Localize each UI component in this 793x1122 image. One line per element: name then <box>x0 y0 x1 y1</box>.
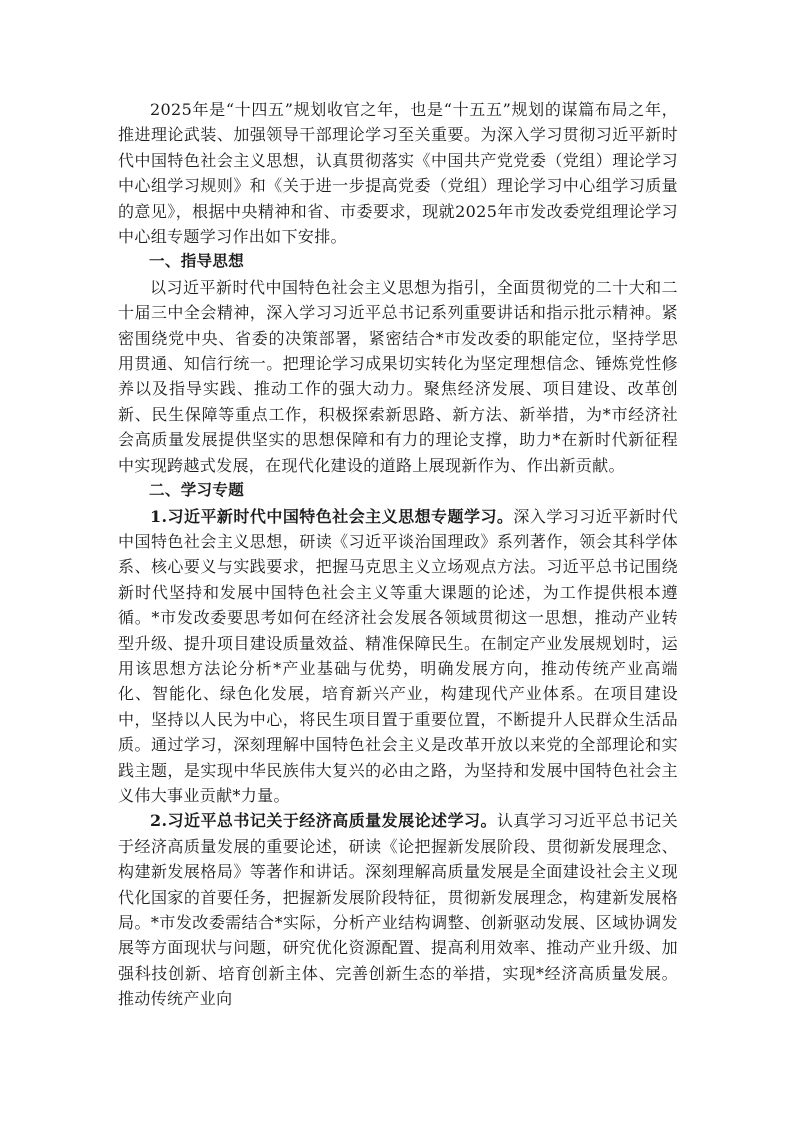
study-topic-1-body: 深入学习习近平新时代中国特色社会主义思想，研读《习近平谈治国理政》系列著作，领会其科学体系、核心要义与实践要求，把握马克思主义立场观点方法。习近平总书记围绕新时代坚持和发展中国特色社会主义等重大课题的论述，为工作提供根本遵循。*市发改委要思考如何在经济社会发展各领域贯彻这一思想，推动产业转型升级、提升项目建设质量效益、精准保障民生。在制定产业发展规划时，运用该思想方法论分析*产业基础与优势，明确发展方向，推动传统产业高端化、智能化、绿色化发展，培育新兴产业，构建现代产业体系。在项目建设中，坚持以人民为中心，将民生项目置于重要位置，不断提升人民群众生活品质。通过学习，深刻理解中国特色社会主义是改革开放以来党的全部理论和实践主题，是实现中华民族伟大复兴的必由之路，为坚持和发展中国特色社会主义伟大事业贡献*力量。 <box>118 506 678 805</box>
study-topic-2-paragraph <box>118 808 678 1011</box>
intro-paragraph: 2025年是“十四五”规划收官之年，也是“十五五”规划的谋篇布局之年，推进理论武装、加强领导干部理论学习至关重要。为深入学习贯彻习近平新时代中国特色社会主义思想，认真贯彻落实《中国共产党党委（党组）理论学习中心组学习规则》和《关于进一步提高党委（党组）理论学习中心组学习质量的意见》，根据中央精神和省、市委要求，现就2025年市发改委党组理论学习中心组专题学习作出如下安排。 <box>118 100 678 247</box>
study-topic-1-title: 1.习近平新时代中国特色社会主义思想专题学习。 <box>150 506 514 526</box>
guiding-ideology-paragraph: 以习近平新时代中国特色社会主义思想为指引，全面贯彻党的二十大和二十届三中全会精神，深入学习习近平总书记系列重要讲话和指示批示精神。紧密围绕党中央、省委的决策部署，紧密结合*市发改委的职能定位，坚持学思用贯通、知信行统一。把理论学习成果切实转化为坚定理想信念、锤炼党性修养以及指导实践、推动工作的强大动力。聚焦经济发展、项目建设、改革创新、民生保障等重点工作，积极探索新思路、新方法、新举措，为*市经济社会高质量发展提供坚实的思想保障和有力的理论支撑，助力*在新时代新征程中实现跨越式发展，在现代化建设的道路上展现新作为、作出新贡献。 <box>118 277 678 475</box>
study-topic-2-title: 2.习近平总书记关于经济高质量发展论述学习。 <box>150 811 497 831</box>
section-heading-guiding-ideology: 一、指导思想 <box>149 252 245 271</box>
study-topic-1-paragraph <box>118 504 678 809</box>
section-heading-study-topics: 二、学习专题 <box>149 481 245 500</box>
document-body <box>118 97 678 1012</box>
study-topic-2-body: 认真学习习近平总书记关于经济高质量发展的重要论述，研读《论把握新发展阶段、贯彻新发展理念、构建新发展格局》等著作和讲话。深刻理解高质量发展是全面建设社会主义现代化国家的首要任务，把握新发展阶段特征，贯彻新发展理念，构建新发展格局。*市发改委需结合*实际，分析产业结构调整、创新驱动发展、区域协调发展等方面现状与问题，研究优化资源配置、提高利用效率、推动产业升级、加强科技创新、培育创新主体、完善创新生态的举措，实现*经济高质量发展。推动传统产业向 <box>118 811 678 1009</box>
